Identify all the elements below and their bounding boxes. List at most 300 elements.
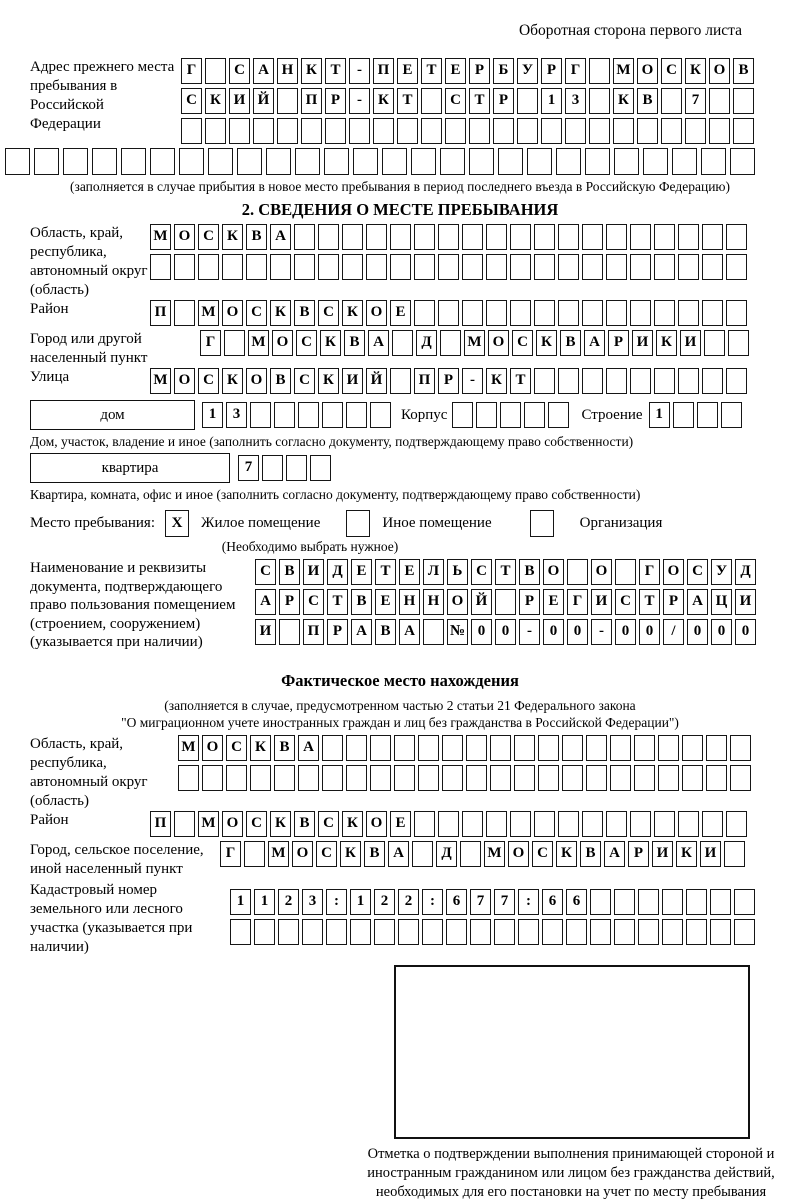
char-cell: А [351, 619, 372, 645]
char-cell: М [268, 841, 289, 867]
char-cell [582, 368, 603, 394]
char-cell [558, 368, 579, 394]
char-cell [466, 735, 487, 761]
char-cell [678, 300, 699, 326]
char-cell: А [298, 735, 319, 761]
char-cell [730, 148, 755, 175]
char-cell [318, 224, 339, 250]
char-cell [298, 765, 319, 791]
char-cell [685, 118, 706, 144]
house-number-row [202, 402, 391, 428]
char-cell: Н [277, 58, 298, 84]
char-cell [534, 224, 555, 250]
char-cell: К [205, 88, 226, 114]
char-cell: А [368, 330, 389, 356]
char-cell [353, 148, 378, 175]
char-cell [610, 765, 631, 791]
document-label: Наименование и реквизиты документа, подтверждающего право пользования помещением (строением, сооружением) (указывается при наличии) [30, 560, 236, 650]
document-row-2 [255, 589, 756, 615]
char-cell [208, 148, 233, 175]
char-cell: А [584, 330, 605, 356]
char-cell: / [663, 619, 684, 645]
char-cell: Т [469, 88, 490, 114]
page-side-note: Оборотная сторона первого листа [518, 22, 742, 39]
city-label: Город или другой населенный пункт [30, 331, 148, 366]
char-cell: - [519, 619, 540, 645]
char-cell: С [229, 58, 250, 84]
district-row [150, 300, 747, 326]
char-cell: В [364, 841, 385, 867]
prev-address-row-3 [181, 118, 754, 144]
house-box-label: дом [30, 400, 195, 430]
char-cell [394, 735, 415, 761]
cadastral-label: Кадастровый номер земельного или лесного участка (указывается при наличии) [30, 882, 193, 955]
char-cell: Л [423, 559, 444, 585]
char-cell [661, 88, 682, 114]
char-cell [418, 735, 439, 761]
char-cell [486, 300, 507, 326]
char-cell: 7 [494, 889, 515, 915]
char-cell [495, 589, 516, 615]
char-cell [494, 919, 515, 945]
district-label: Район [30, 301, 69, 317]
char-cell: О [222, 300, 243, 326]
char-cell [610, 735, 631, 761]
char-cell [294, 224, 315, 250]
char-cell [179, 148, 204, 175]
char-cell [382, 148, 407, 175]
char-cell [414, 254, 435, 280]
char-cell [730, 765, 751, 791]
char-cell [302, 919, 323, 945]
char-cell [205, 58, 226, 84]
char-cell [709, 118, 730, 144]
char-cell [672, 148, 697, 175]
char-cell [638, 919, 659, 945]
char-cell [709, 88, 730, 114]
char-cell: М [198, 300, 219, 326]
char-cell: - [349, 88, 370, 114]
char-cell: И [735, 589, 756, 615]
char-cell [678, 368, 699, 394]
char-cell [442, 765, 463, 791]
char-cell [469, 118, 490, 144]
section2-title: 2. СВЕДЕНИЯ О МЕСТЕ ПРЕБЫВАНИЯ [241, 200, 559, 219]
char-cell [390, 224, 411, 250]
char-cell [706, 765, 727, 791]
char-cell [470, 919, 491, 945]
char-cell [440, 148, 465, 175]
char-cell: Ц [711, 589, 732, 615]
char-cell: С [471, 559, 492, 585]
char-cell: Н [423, 589, 444, 615]
char-cell [418, 765, 439, 791]
document-row-1 [255, 559, 756, 585]
char-cell: А [388, 841, 409, 867]
checkbox-other-premises [346, 510, 370, 537]
actual-region-section [0, 735, 800, 811]
char-cell [324, 148, 349, 175]
char-cell: О [272, 330, 293, 356]
char-cell: О [174, 224, 195, 250]
char-cell [452, 402, 473, 428]
char-cell: В [560, 330, 581, 356]
checkbox-organization [530, 510, 554, 537]
char-cell: С [246, 811, 267, 837]
char-cell [277, 88, 298, 114]
char-cell: О [246, 368, 267, 394]
char-cell [678, 224, 699, 250]
char-cell: Т [421, 58, 442, 84]
option-other-premises-label: Иное помещение [382, 515, 492, 531]
char-cell: С [198, 224, 219, 250]
char-cell: Б [493, 58, 514, 84]
char-cell: Н [399, 589, 420, 615]
street-label: Улица [30, 369, 70, 385]
char-cell [274, 402, 295, 428]
char-cell [230, 919, 251, 945]
char-cell: Е [375, 589, 396, 615]
char-cell [445, 118, 466, 144]
char-cell: В [351, 589, 372, 615]
char-cell: 0 [615, 619, 636, 645]
district-section [0, 300, 800, 326]
stamp-caption: Отметка о подтверждении выполнения принимающей стороной и иностранным гражданином или лицом без гражданства действий, необходимых для его постановки на учет по месту пребывания [367, 1146, 775, 1200]
char-cell: Р [438, 368, 459, 394]
char-cell: К [656, 330, 677, 356]
prev-address-label: Адрес прежнего места пребывания в Российской Федерации [30, 59, 175, 132]
char-cell [614, 919, 635, 945]
char-cell: : [518, 889, 539, 915]
char-cell [614, 148, 639, 175]
char-cell [527, 148, 552, 175]
char-cell [606, 811, 627, 837]
char-cell: В [637, 88, 658, 114]
char-cell [733, 88, 754, 114]
char-cell [613, 118, 634, 144]
char-cell: Е [397, 58, 418, 84]
char-cell [460, 841, 481, 867]
char-cell: С [294, 368, 315, 394]
char-cell: К [685, 58, 706, 84]
char-cell: О [488, 330, 509, 356]
char-cell [346, 735, 367, 761]
char-cell [514, 765, 535, 791]
actual-location-caption-2: "О миграционном учете иностранных граждан и лиц без гражданства в Российской Федерации") [121, 715, 679, 730]
char-cell [662, 889, 683, 915]
char-cell: К [301, 58, 322, 84]
char-cell [286, 455, 307, 481]
char-cell: О [366, 300, 387, 326]
char-cell [517, 88, 538, 114]
char-cell: С [512, 330, 533, 356]
char-cell: О [637, 58, 658, 84]
char-cell [728, 330, 749, 356]
char-cell [706, 735, 727, 761]
char-cell [253, 118, 274, 144]
char-cell: 7 [685, 88, 706, 114]
char-cell [394, 765, 415, 791]
char-cell [589, 118, 610, 144]
char-cell: С [198, 368, 219, 394]
char-cell [493, 118, 514, 144]
char-cell [414, 811, 435, 837]
char-cell [490, 735, 511, 761]
char-cell: К [486, 368, 507, 394]
char-cell [277, 118, 298, 144]
char-cell [121, 148, 146, 175]
char-cell [226, 765, 247, 791]
char-cell [590, 919, 611, 945]
option-living-quarters-label: Жилое помещение [201, 515, 321, 531]
char-cell: 6 [566, 889, 587, 915]
char-cell: 0 [639, 619, 660, 645]
char-cell: Д [436, 841, 457, 867]
char-cell [181, 118, 202, 144]
city-row [200, 330, 749, 356]
char-cell [686, 919, 707, 945]
char-cell [486, 254, 507, 280]
char-cell [202, 765, 223, 791]
char-cell [590, 889, 611, 915]
char-cell [686, 889, 707, 915]
char-cell: Е [445, 58, 466, 84]
char-cell: 6 [542, 889, 563, 915]
char-cell: У [711, 559, 732, 585]
char-cell [704, 330, 725, 356]
char-cell [438, 224, 459, 250]
street-row [150, 368, 747, 394]
char-cell: Г [181, 58, 202, 84]
char-cell: И [303, 559, 324, 585]
char-cell [658, 765, 679, 791]
char-cell: К [373, 88, 394, 114]
char-cell [726, 811, 747, 837]
char-cell [462, 254, 483, 280]
char-cell: 7 [238, 455, 259, 481]
char-cell [606, 254, 627, 280]
char-cell [150, 254, 171, 280]
char-cell [582, 254, 603, 280]
char-cell [279, 619, 300, 645]
char-cell [614, 889, 635, 915]
char-cell [486, 811, 507, 837]
char-cell: : [326, 889, 347, 915]
char-cell [262, 455, 283, 481]
char-cell [366, 224, 387, 250]
char-cell: А [687, 589, 708, 615]
char-cell: С [246, 300, 267, 326]
char-cell: К [340, 841, 361, 867]
char-cell: П [150, 300, 171, 326]
char-cell [92, 148, 117, 175]
actual-district-row [150, 811, 747, 837]
char-cell: П [303, 619, 324, 645]
char-cell [534, 811, 555, 837]
char-cell [615, 559, 636, 585]
char-cell [606, 300, 627, 326]
char-cell [701, 148, 726, 175]
char-cell: И [632, 330, 653, 356]
char-cell [538, 765, 559, 791]
char-cell [541, 118, 562, 144]
actual-region-label: Область, край, республика, автономный округ (область) [30, 736, 148, 809]
char-cell [421, 88, 442, 114]
char-cell: 0 [711, 619, 732, 645]
korpus-row [452, 402, 569, 428]
char-cell [486, 224, 507, 250]
char-cell [558, 300, 579, 326]
char-cell [5, 148, 30, 175]
char-cell: К [556, 841, 577, 867]
char-cell: И [255, 619, 276, 645]
char-cell: С [226, 735, 247, 761]
char-cell [702, 811, 723, 837]
char-cell [726, 300, 747, 326]
char-cell [606, 224, 627, 250]
char-cell [224, 330, 245, 356]
char-cell [733, 118, 754, 144]
char-cell [510, 224, 531, 250]
char-cell: 1 [350, 889, 371, 915]
char-cell [322, 765, 343, 791]
char-cell [440, 330, 461, 356]
char-cell: К [342, 811, 363, 837]
char-cell [730, 735, 751, 761]
char-cell: 0 [495, 619, 516, 645]
actual-region-row-2 [178, 765, 751, 791]
char-cell [411, 148, 436, 175]
char-cell: 1 [541, 88, 562, 114]
char-cell: И [652, 841, 673, 867]
char-cell [585, 148, 610, 175]
char-cell: 7 [470, 889, 491, 915]
char-cell: С [318, 811, 339, 837]
char-cell: 6 [446, 889, 467, 915]
char-cell [342, 254, 363, 280]
char-cell: А [399, 619, 420, 645]
char-cell [397, 118, 418, 144]
char-cell: С [181, 88, 202, 114]
char-cell [390, 254, 411, 280]
char-cell [558, 224, 579, 250]
char-cell [325, 118, 346, 144]
char-cell [673, 402, 694, 428]
char-cell: М [248, 330, 269, 356]
char-cell: К [318, 368, 339, 394]
char-cell [266, 148, 291, 175]
char-cell [558, 254, 579, 280]
char-cell [466, 765, 487, 791]
char-cell: О [508, 841, 529, 867]
char-cell [567, 559, 588, 585]
prev-address-row-1 [181, 58, 754, 84]
char-cell [462, 300, 483, 326]
char-cell [198, 254, 219, 280]
char-cell: № [447, 619, 468, 645]
char-cell: И [591, 589, 612, 615]
char-cell: Е [390, 811, 411, 837]
char-cell [630, 254, 651, 280]
char-cell: 0 [687, 619, 708, 645]
char-cell: В [246, 224, 267, 250]
char-cell [390, 368, 411, 394]
char-cell [654, 224, 675, 250]
char-cell: Р [325, 88, 346, 114]
char-cell [702, 254, 723, 280]
char-cell: С [532, 841, 553, 867]
char-cell: В [294, 300, 315, 326]
char-cell [414, 224, 435, 250]
actual-city-label: Город, сельское поселение, иной населенный пункт [30, 842, 204, 877]
char-cell [678, 254, 699, 280]
char-cell: П [414, 368, 435, 394]
char-cell: В [270, 368, 291, 394]
char-cell [414, 300, 435, 326]
char-cell [250, 765, 271, 791]
char-cell [498, 148, 523, 175]
actual-city-section [0, 841, 800, 881]
char-cell: К [222, 224, 243, 250]
char-cell: С [255, 559, 276, 585]
region-row-2 [150, 254, 747, 280]
char-cell [462, 224, 483, 250]
char-cell [678, 811, 699, 837]
char-cell: У [517, 58, 538, 84]
char-cell: Г [200, 330, 221, 356]
char-cell: Г [220, 841, 241, 867]
char-cell [637, 118, 658, 144]
char-cell [476, 402, 497, 428]
char-cell [510, 300, 531, 326]
char-cell [562, 735, 583, 761]
char-cell [586, 735, 607, 761]
char-cell [205, 118, 226, 144]
char-cell: 1 [202, 402, 223, 428]
char-cell [63, 148, 88, 175]
char-cell [274, 765, 295, 791]
char-cell: М [150, 368, 171, 394]
char-cell: В [580, 841, 601, 867]
cadastral-row-1 [230, 889, 755, 915]
char-cell [438, 254, 459, 280]
char-cell: Т [325, 58, 346, 84]
char-cell: П [373, 58, 394, 84]
char-cell: С [318, 300, 339, 326]
stay-type-label: Место пребывания: [30, 515, 155, 531]
char-cell [423, 619, 444, 645]
char-cell [582, 300, 603, 326]
char-cell: 0 [543, 619, 564, 645]
document-row-3 [255, 619, 756, 645]
char-cell [301, 118, 322, 144]
char-cell: В [733, 58, 754, 84]
char-cell [726, 224, 747, 250]
prev-address-caption: (заполняется в случае прибытия в новое место пребывания в период последнего въезда в Российскую Федерацию) [69, 179, 731, 194]
char-cell [34, 148, 59, 175]
char-cell: 3 [302, 889, 323, 915]
char-cell [630, 300, 651, 326]
region-row-1 [150, 224, 747, 250]
char-cell: Д [416, 330, 437, 356]
char-cell [350, 919, 371, 945]
char-cell: О [543, 559, 564, 585]
char-cell: О [709, 58, 730, 84]
char-cell: М [484, 841, 505, 867]
char-cell: И [680, 330, 701, 356]
char-cell [490, 765, 511, 791]
char-cell [634, 735, 655, 761]
